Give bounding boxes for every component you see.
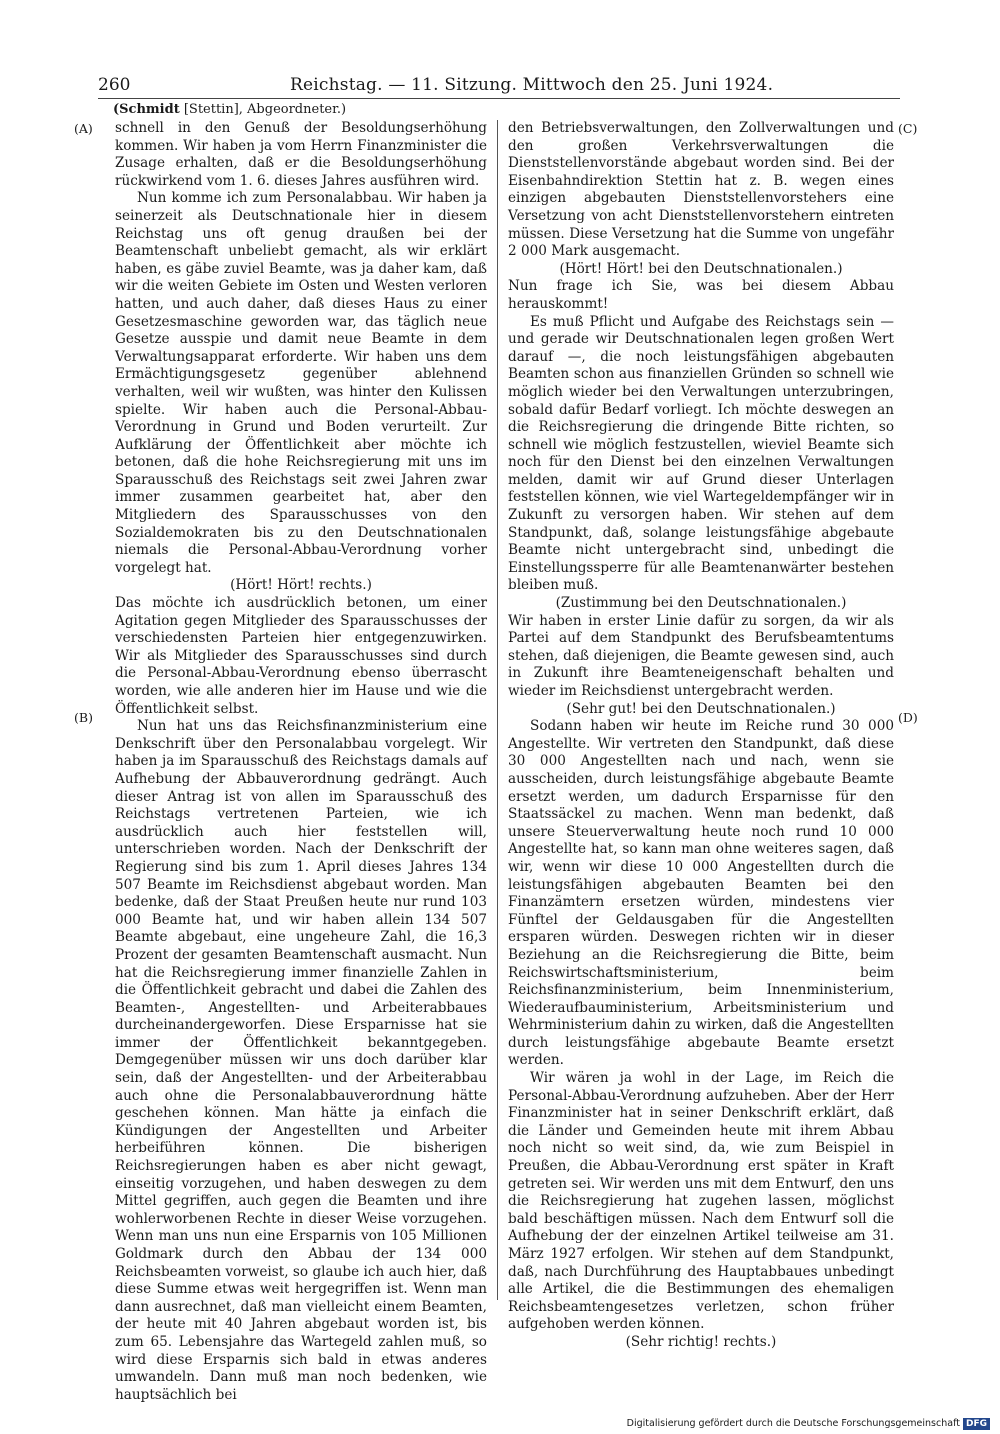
paragraph: Das möchte ich ausdrücklich betonen, um einer Agitation gegen Mitglieder des Sparausschusses der verschiedensten Parteien hier entgegenzuwirken. Wir als Mitglieder des Sparausschusses sind durch die Personal-Abbau-Verordnung ebenso überrascht worden, wie alle anderen hier im Hause und wie die Öffentlichkeit selbst.: [115, 595, 487, 717]
interjection: (Hört! Hört! bei den Deutschnationalen.): [559, 260, 843, 277]
speaker-name: (Schmidt: [113, 102, 180, 117]
paragraph: schnell in den Genuß der Besoldungserhöhung kommen. Wir haben ja vom Herrn Finanzminister die Zusage erhalten, daß er die Besoldungserhöhung rückwirkend vom 1. 6. dieses Jahres ausführen wird.: [115, 120, 487, 189]
margin-mark-c: (C): [898, 121, 918, 136]
paragraph: Sodann haben wir heute im Reiche rund 30 000 Angestellte. Wir vertreten den Standpunkt, daß diese 30 000 Angestellten nach und nach, wenn sie ausscheiden, durch leistungsfähige abgebaute Beamte ersetzt werden, um dadurch Ersparnisse für den Staatssäckel zu machen. Wenn man bedenkt, daß unsere Steuerverwaltung heute noch rund 10 000 Angestellte hat, so kann man ohne weiteres sagen, daß wir, wenn wir diese 10 000 Angestellten durch die leistungsfähigen abgebauten Beamten bei den Finanzämtern ersetzen würden, mindestens vier Fünftel der Geldausgaben für die Angestellten ersparen würden. Deswegen richten wir in dieser Beziehung an die Reichsregierung die Bitte, beim Reichswirtschaftsministerium, beim Reichsfinanzministerium, beim Innenministerium, Wiederaufbauministerium, Arbeitsministerium und Wehrministerium dahin zu wirken, daß die Angestellten durch leistungsfähige abgebaute Beamte ersetzt werden.: [508, 718, 894, 1069]
speaker-line: [113, 101, 346, 118]
dfg-logo: DFG: [963, 1418, 990, 1430]
left-column: [115, 120, 487, 1404]
header-rule: [98, 98, 900, 99]
paragraph: Wir wären ja wohl in der Lage, im Reich die Personal-Abbau-Verordnung aufzuheben. Aber der Herr Finanzminister hat in seiner Denkschrift erklärt, daß die Länder und Gemeinden heute mit ihrem Abbau noch nicht so weit sind, da, wie zum Beispiel in Preußen, die Abbau-Verordnung erst später in Kraft getreten sei. Wir werden uns mit dem Entwurf, den uns die Reichsregierung hat zugehen lassen, möglichst bald beschäftigen müssen. Nach dem Entwurf soll die Aufhebung der der einzelnen Artikel teilweise am 31. März 1927 erfolgen. Wir stehen auf dem Standpunkt, daß, nach Durchführung des Hauptabbaues unbedingt alle Artikel, die die Bestimmungen des ehemaligen Reichsbeamtengesetzes verletzen, schon früher aufgehoben werden können.: [508, 1070, 894, 1333]
speaker-role: [Stettin], Abgeordneter.): [179, 102, 347, 117]
paragraph: Nun komme ich zum Personalabbau. Wir haben ja seinerzeit als Deutschnationale hier in diesem Reichstag uns oft genug draußen bei der Beamtenschaft unbeliebt gemacht, als wir erklärt haben, es gäbe zuviel Beamte, was ja daher kam, daß wir die weiten Gebiete im Osten und Westen verloren hatten, und auch daher, daß dieses Haus zu einer Gesetzesmaschine geworden war, das täglich neue Gesetze ausspie und damit neue Beamte in dem Verwaltungsapparat erforderte. Wir haben uns dem Ermächtigungsgesetz gegenüber ablehnend verhalten, weil wir wußten, was hinter den Kulissen spielte. Wir haben auch die Personal-Abbau-Verordnung in Grund und Boden verurteilt. Zur Aufklärung der Öffentlichkeit aber möchte ich betonen, daß die hohe Reichsregierung mit uns im Sparausschuß des Reichstags seit zwei Jahren zwar immer zusammen gearbeitet hat, aber den Mitgliedern des Sparausschusses von den Sozialdemokraten bis zu den Deutschnationalen niemals die Personal-Abbau-Verordnung vorher vorgelegt hat.: [115, 190, 487, 576]
interjection: (Hört! Hört! rechts.): [230, 577, 372, 594]
paragraph: Es muß Pflicht und Aufgabe des Reichstags sein — und gerade wir Deutschnationalen legen großen Wert darauf —, die noch leistungsfähigen abgebauten Beamten schon aus finanziellen Gründen so schnell wie möglich wieder bei den Verwaltungen unterzubringen, sobald dafür Bedarf vorliegt. Ich möchte deswegen an die Reichsregierung die dringende Bitte richten, so schnell wie möglich festzustellen, wieviel Beamte sich noch für den Dienst bei den einzelnen Verwaltungen melden, damit wir auf Grund dieser Unterlagen feststellen können, wie viel Wartegeldempfänger wir in Zukunft zu versorgen haben. Wir stehen auf dem Standpunkt, daß, solange leistungsfähige abgebaute Beamte nicht untergebracht sind, unbedingt die Einstellungssperre für alle Beamtenanwärter bestehen bleiben muß.: [508, 313, 894, 594]
page-number: 260: [98, 75, 131, 95]
paragraph: Wir haben in erster Linie dafür zu sorgen, da wir als Partei auf dem Standpunkt des Berufsbeamtentums stehen, daß diejenigen, die Beamte gewesen sind, auch in Zukunft ihre Beamteneigenschaft behalten und wieder im Reichsdienst untergebracht werden.: [508, 612, 894, 699]
footer: [600, 1417, 990, 1431]
footer-credit: Digitalisierung gefördert durch die Deutsche Forschungsgemeinschaft: [626, 1418, 960, 1429]
interjection: (Sehr gut! bei den Deutschnationalen.): [566, 700, 836, 717]
margin-mark-b: (B): [74, 710, 93, 725]
interjection: (Zustimmung bei den Deutschnationalen.): [555, 595, 847, 612]
margin-mark-a: (A): [74, 121, 93, 136]
paragraph: Nun frage ich Sie, was bei diesem Abbau herauskommt!: [508, 278, 894, 312]
interjection: (Sehr richtig! rechts.): [625, 1333, 777, 1350]
column-divider: [497, 120, 498, 1300]
paragraph: den Betriebsverwaltungen, den Zollverwaltungen und den großen Verkehrsverwaltungen die Dienststellenvorstände abgebaut worden sind. Bei der Eisenbahndirektion Stettin hat z. B. wegen eines einzigen abgebauten Dienststellenvorstehers eine Versetzung von acht Dienststellenvorstehern eintreten müssen. Diese Versetzung hat die Summe von ungefähr 2 000 Mark ausgemacht.: [508, 120, 894, 260]
margin-mark-d: (D): [898, 710, 918, 725]
paragraph: Nun hat uns das Reichsfinanzministerium eine Denkschrift über den Personalabbau vorgelegt. Wir haben ja im Sparausschuß des Reichstags damals auf Aufhebung der Abbauverordnung gedrängt. Auch dieser Antrag ist von allen im Sparausschuß des Reichstags vertretenen Parteien, wie ich ausdrücklich auch hier feststellen will, unterschrieben worden. Nach der Denkschrift der Regierung sind bis zum 1. April dieses Jahres 134 507 Beamte im Reichsdienst abgebaut worden. Man bedenke, daß der Staat Preußen heute nur rund 103 000 Beamte hat, und wir haben allein 134 507 Beamte abgebaut, eine ungeheure Zahl, die 16,3 Prozent der gesamten Beamtenschaft ausmacht. Nun hat die Reichsregierung immer finanzielle Zahlen in die Öffentlichkeit gebracht und dabei die Zahlen des Beamten-, Angestellten- und Arbeiterabbaues durcheinandergeworfen. Diese Ersparnisse hat sie immer der Öffentlichkeit bekanntgegeben. Demgegenüber müssen wir uns doch darüber klar sein, daß der Angestellten- und der Arbeiterabbau auch ohne die Personalabbauverordnung hätte geschehen können. Man hätte ja einfach die Kündigungen der Angestellten und Arbeiter herbeiführen können. Die bisherigen Reichsregierungen haben es aber nicht gewagt, einseitig vorzugehen, und haben deswegen zu dem Mittel gegriffen, auch gegen die Beamten und ihre wohlerworbenen Rechte in dieser Weise vorzugehen. Wenn man uns nun eine Ersparnis von 105 Millionen Goldmark durch den Abbau der 134 000 Reichsbeamten vorweist, so glaube ich auch hier, daß diese Summe etwas weit hergegriffen ist. Wenn man dann ausrechnet, daß man vielleicht einem Beamten, der heute mit 40 Jahren abgebaut worden ist, bis zum 65. Lebensjahre das Wartegeld zahlen muß, so wird diese Ersparnis sich bald in etwas anderes umwandeln. Dann muß man noch bedenken, wie hauptsächlich bei: [115, 718, 487, 1403]
right-column: [508, 120, 894, 1352]
running-title: Reichstag. — 11. Sitzung. Mittwoch den 25. Juni 1924.: [290, 75, 774, 95]
page-header: [98, 74, 898, 96]
